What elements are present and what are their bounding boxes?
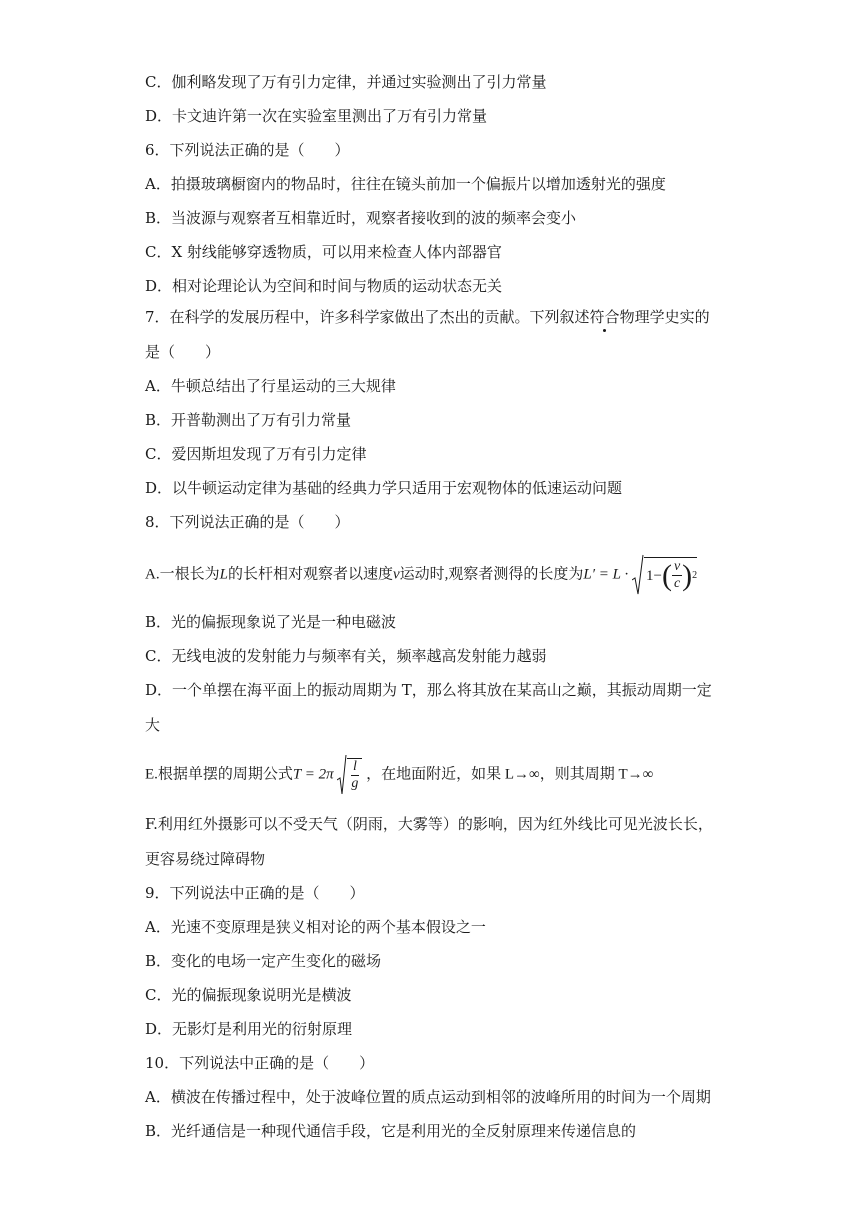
radical-sign bbox=[632, 554, 644, 596]
question-7-stem-part1: 7．在科学的发展历程中，许多科学家做出了杰出的贡献。下列叙述 bbox=[145, 308, 590, 326]
option-9a: A．光速不变原理是狭义相对论的两个基本假设之一 bbox=[145, 918, 486, 936]
option-8f-cont: 更容易绕过障碍物 bbox=[145, 850, 266, 868]
option-8c: C．无线电波的发射能力与频率有关，频率越高发射能力越弱 bbox=[145, 647, 547, 665]
option-5c: C．伽利略发现了万有引力定律，并通过实验测出了引力常量 bbox=[145, 73, 547, 91]
question-8-stem: 8．下列说法正确的是（ ） bbox=[145, 513, 350, 531]
question-7-stem-part3: 物理学史实的 bbox=[619, 308, 710, 326]
question-7-stem-cont: 是（ ） bbox=[145, 343, 221, 361]
question-6-stem: 6．下列说法正确的是（ ） bbox=[145, 141, 350, 159]
option-6b: B．当波源与观察者互相靠近时，观察者接收到的波的频率会变小 bbox=[145, 209, 577, 227]
option-9c: C．光的偏振现象说明光是横波 bbox=[145, 986, 352, 1004]
option-6a: A．拍摄玻璃橱窗内的物品时，往往在镜头前加一个偏振片以增加透射光的强度 bbox=[145, 175, 666, 193]
question-10-stem: 10．下列说法中正确的是（ ） bbox=[145, 1054, 375, 1072]
option-7d: D．以牛顿运动定律为基础的经典力学只适用于宏观物体的低速运动问题 bbox=[145, 479, 623, 497]
option-9b: B．变化的电场一定产生变化的磁场 bbox=[145, 952, 382, 970]
emphasis-dots: 符合 bbox=[589, 308, 620, 326]
option-8d-cont: 大 bbox=[145, 716, 161, 734]
option-9d: D．无影灯是利用光的衍射原理 bbox=[145, 1020, 353, 1038]
option-8d: D．一个单摆在海平面上的振动周期为 T，那么将其放在某高山之巅，其振动周期一定 bbox=[145, 681, 712, 699]
option-7c: C．爱因斯坦发现了万有引力定律 bbox=[145, 445, 367, 463]
option-7a: A．牛顿总结出了行星运动的三大规律 bbox=[145, 377, 396, 395]
radical-sign bbox=[337, 754, 347, 796]
option-8f: F.利用红外摄影可以不受天气（阴雨，大雾等）的影响，因为红外线比可见光波长长， bbox=[145, 815, 713, 833]
pendulum-period-formula: $\frac{l}{g}$ bbox=[337, 754, 362, 796]
option-6d: D．相对论理论认为空间和时间与物质的运动状态无关 bbox=[145, 277, 503, 295]
question-9-stem: 9．下列说法中正确的是（ ） bbox=[145, 884, 365, 902]
option-10b: B．光纤通信是一种现代通信手段，它是利用光的全反射原理来传递信息的 bbox=[145, 1122, 637, 1140]
option-5d: D．卡文迪许第一次在实验室里测出了万有引力常量 bbox=[145, 107, 488, 125]
length-contraction-formula: 1− ( $\frac{v}{c}$ ) 2 bbox=[632, 554, 697, 596]
option-8a: A.一根长为L的长杆相对观察者以速度v运动时,观察者测得的长度为L′ = L · 1− ( $\frac{v}{c}$ ) 2 bbox=[145, 554, 697, 594]
option-10a: A．横波在传播过程中，处于波峰位置的质点运动到相邻的波峰所用的时间为一个周期 bbox=[145, 1088, 711, 1106]
option-8e: E.根据单摆的周期公式T = 2π $\frac{l}{g}$ ，在地面附近，如果 L→∞，则其周期 T→∞ bbox=[145, 754, 653, 794]
question-7-stem bbox=[145, 307, 710, 327]
option-7b: B．开普勒测出了万有引力常量 bbox=[145, 411, 352, 429]
option-6c: C．X 射线能够穿透物质，可以用来检查人体内部器官 bbox=[145, 243, 502, 261]
option-8b: B．光的偏振现象说了光是一种电磁波 bbox=[145, 613, 397, 631]
